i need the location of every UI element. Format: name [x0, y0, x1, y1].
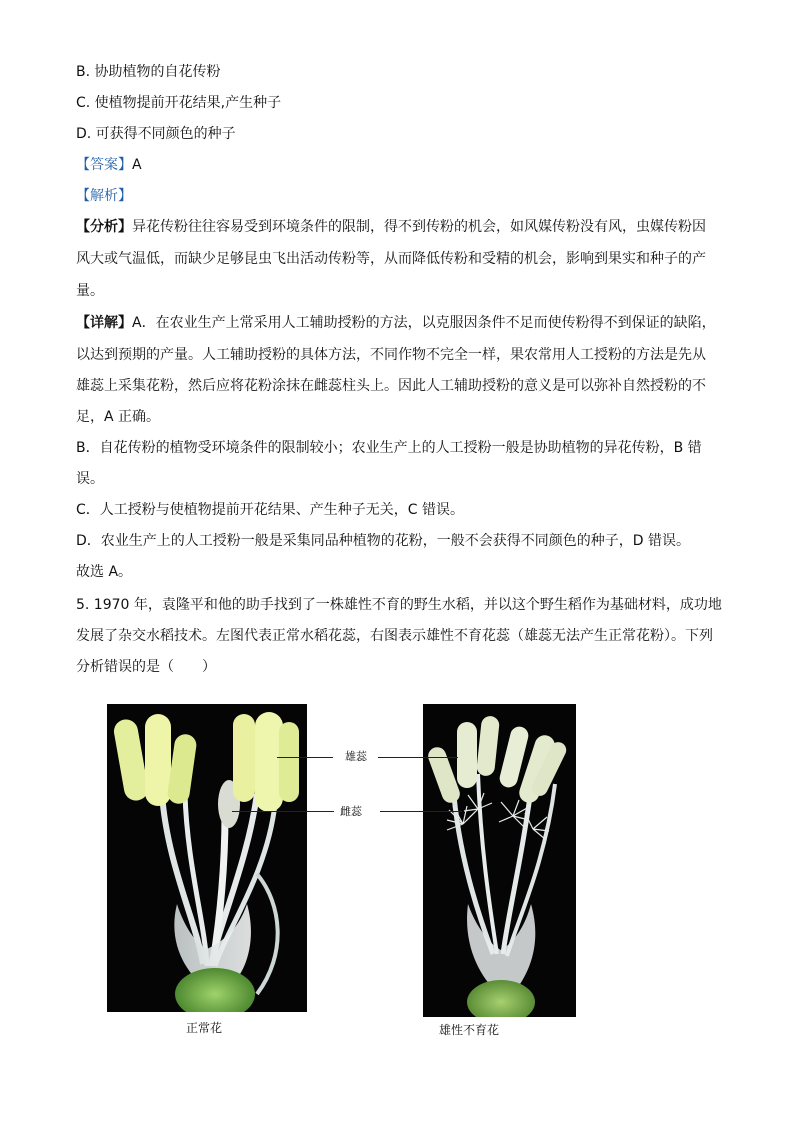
option-b: B. 协助植物的自花传粉 — [76, 64, 221, 80]
explain-d: D．农业生产上的人工授粉一般是采集同品种植物的花粉，一般不会获得不同颜色的种子，D 错误。 — [76, 533, 691, 549]
normal-flower-photo — [107, 704, 307, 1012]
question5-line-1: 5. 1970 年，袁隆平和他的助手找到了一株雄性不育的野生水稻，并以这个野生稻作为基础材料，成功地 — [76, 597, 722, 613]
fenxi-line-2: 风大或气温低，而缺少足够昆虫飞出活动传粉等，从而降低传粉和受精的机会，影响到果实和种子的产 — [76, 251, 706, 267]
answer-tag: 【答案】 — [76, 157, 132, 173]
analysis-heading: 【解析】 — [76, 188, 132, 204]
explain-c: C．人工授粉与使植物提前开花结果、产生种子无关，C 错误。 — [76, 502, 464, 518]
stamen-leader-right — [378, 757, 458, 758]
caption-male-sterile-flower: 雄性不育花 — [439, 1023, 500, 1037]
question5-line-3: 分析错误的是（ ） — [76, 659, 216, 675]
answer-value: A — [132, 157, 142, 173]
xiangjie-text-1: A．在农业生产上常采用人工辅助授粉的方法，以克服因条件不足而使传粉得不到保证的缺陷， — [132, 315, 716, 331]
xiangjie-line-3: 雄蕊上采集花粉，然后应将花粉涂抹在雌蕊柱头上。因此人工辅助授粉的意义是可以弥补自然授粉的不 — [76, 378, 706, 394]
explain-b-2: 误。 — [76, 471, 104, 487]
explain-b-1: B．自花传粉的植物受环境条件的限制较小；农业生产上的人工授粉一般是协助植物的异花传粉，B 错 — [76, 440, 702, 456]
option-d: D. 可获得不同颜色的种子 — [76, 126, 236, 142]
caption-normal-flower: 正常花 — [186, 1021, 223, 1035]
fenxi-line-3: 量。 — [76, 283, 104, 299]
fenxi-tag: 【分析】 — [76, 219, 132, 235]
fenxi-text-1: 异花传粉往往容易受到环境条件的限制，得不到传粉的机会，如风媒传粉没有风，虫媒传粉因 — [132, 219, 706, 235]
stamen-label: 雄蕊 — [345, 750, 367, 763]
stamen-leader-left — [277, 757, 333, 758]
xiangjie-tag: 【详解】 — [76, 315, 132, 331]
option-c: C. 使植物提前开花结果,产生种子 — [76, 95, 282, 111]
question5-line-2: 发展了杂交水稻技术。左图代表正常水稻花蕊，右图表示雄性不育花蕊（雄蕊无法产生正常花粉）。下列 — [76, 628, 713, 644]
conclusion: 故选 A。 — [76, 564, 133, 580]
pistil-leader-left — [232, 811, 334, 812]
xiangjie-line-2: 以达到预期的产量。人工辅助授粉的具体方法，不同作物不完全一样，果农常用人工授粉的方法是先从 — [76, 347, 706, 363]
fenxi-line-1 — [76, 217, 706, 237]
answer-line — [76, 155, 142, 175]
xiangjie-line-1 — [76, 313, 716, 333]
male-sterile-flower-illustration — [423, 704, 576, 1017]
normal-flower-illustration — [107, 704, 307, 1012]
xiangjie-line-4: 足，A 正确。 — [76, 409, 161, 425]
pistil-leader-right — [380, 811, 462, 812]
male-sterile-flower-photo — [423, 704, 576, 1017]
pistil-label: 雌蕊 — [340, 805, 362, 818]
